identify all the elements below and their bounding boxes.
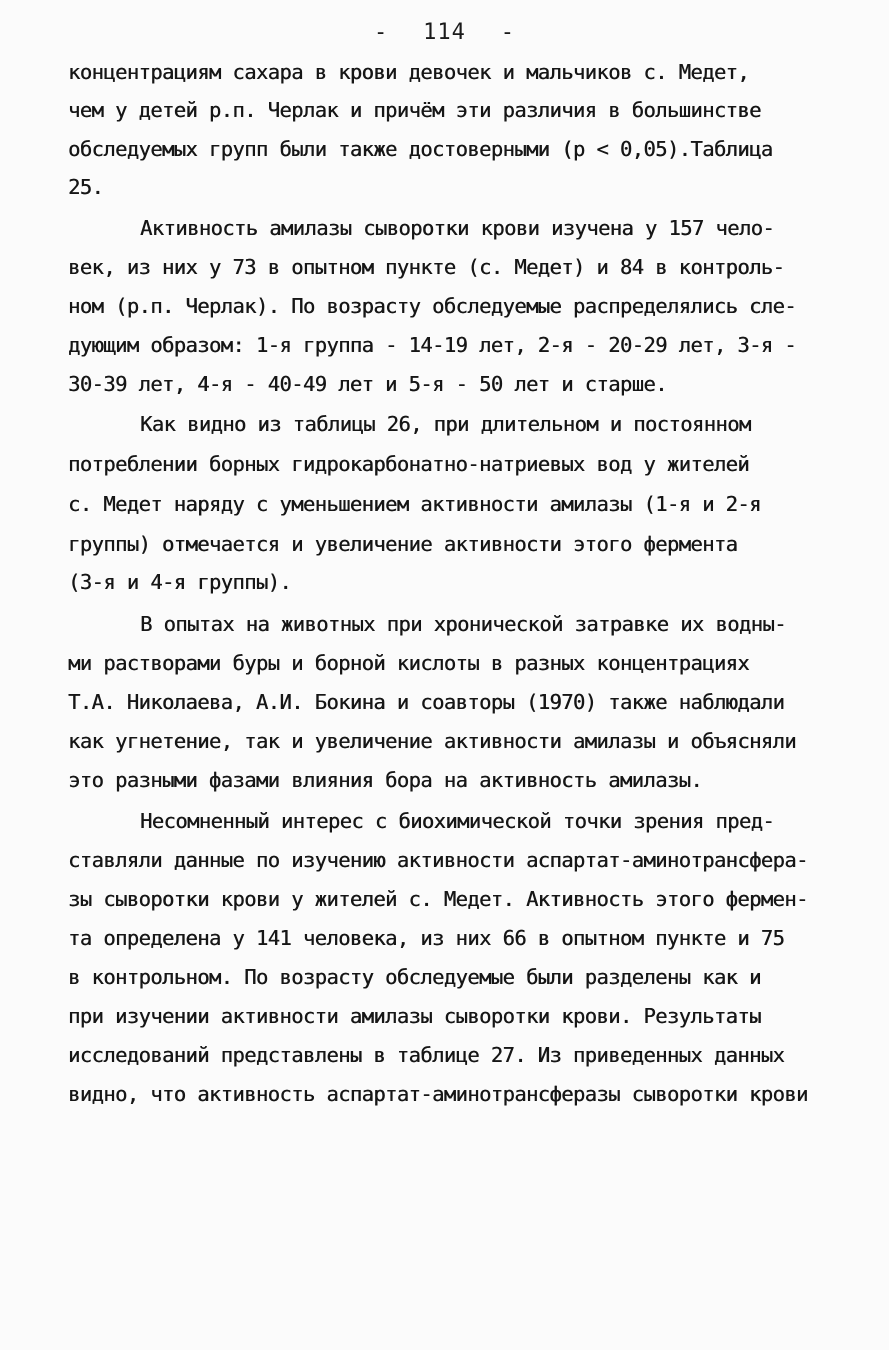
- text-line: В опытах на животных при хронической затравке их водны-: [140, 612, 786, 636]
- text-line: это разными фазами влияния бора на активность амилазы.: [68, 768, 703, 792]
- text-line: видно, что активность аспартат-аминотрансферазы сыворотки крови: [68, 1082, 808, 1106]
- text-line: ми растворами буры и борной кислоты в разных концентрациях: [68, 651, 750, 675]
- text-line: Как видно из таблицы 26, при длительном и постоянном: [140, 412, 751, 436]
- text-line: век, из них у 73 в опытном пункте (с. Медет) и 84 в контроль-: [68, 255, 785, 279]
- text-line: как угнетение, так и увеличение активности амилазы и объясняли: [68, 729, 797, 753]
- text-line: Несомненный интерес с биохимической точки зрения пред-: [140, 809, 775, 833]
- text-line: группы) отмечается и увеличение активности этого фермента: [68, 532, 738, 556]
- text-line: в контрольном. По возрасту обследуемые были разделены как и: [68, 965, 761, 989]
- text-line: ставляли данные по изучению активности аспартат-аминотрансфера-: [68, 848, 808, 872]
- text-line: зы сыворотки крови у жителей с. Медет. Активность этого фермен-: [68, 887, 808, 911]
- page-number-value: 114: [423, 20, 466, 45]
- text-line: 25.: [68, 175, 104, 199]
- page-number-dash-left: -: [374, 20, 389, 45]
- text-line: концентрациям сахара в крови девочек и мальчиков с. Медет,: [68, 60, 750, 84]
- text-line: обследуемых групп были также достоверными (р < 0,05).Таблица: [68, 137, 773, 161]
- text-line: чем у детей р.п. Черлак и причём эти различия в большинстве: [68, 98, 761, 122]
- text-line: потреблении борных гидрокарбонатно-натриевых вод у жителей: [68, 452, 750, 476]
- text-line: ном (р.п. Черлак). По возрасту обследуемые распределялись сле-: [68, 294, 797, 318]
- text-line: исследований представлены в таблице 27. Из приведенных данных: [68, 1043, 785, 1067]
- text-line: при изучении активности амилазы сыворотки крови. Результаты: [68, 1004, 761, 1028]
- text-line: Активность амилазы сыворотки крови изучена у 157 чело-: [140, 216, 775, 240]
- text-line: 30-39 лет, 4-я - 40-49 лет и 5-я - 50 лет и старше.: [68, 372, 667, 396]
- page-number: [0, 20, 889, 45]
- text-line: дующим образом: 1-я группа - 14-19 лет, 2-я - 20-29 лет, 3-я -: [68, 333, 797, 357]
- text-line: с. Медет наряду с уменьшением активности амилазы (1-я и 2-я: [68, 492, 761, 516]
- text-line: (3-я и 4-я группы).: [68, 570, 292, 594]
- text-line: та определена у 141 человека, из них 66 в опытном пункте и 75: [68, 926, 785, 950]
- page-number-dash-right: -: [500, 20, 515, 45]
- text-line: Т.А. Николаева, А.И. Бокина и соавторы (1970) также наблюдали: [68, 690, 785, 714]
